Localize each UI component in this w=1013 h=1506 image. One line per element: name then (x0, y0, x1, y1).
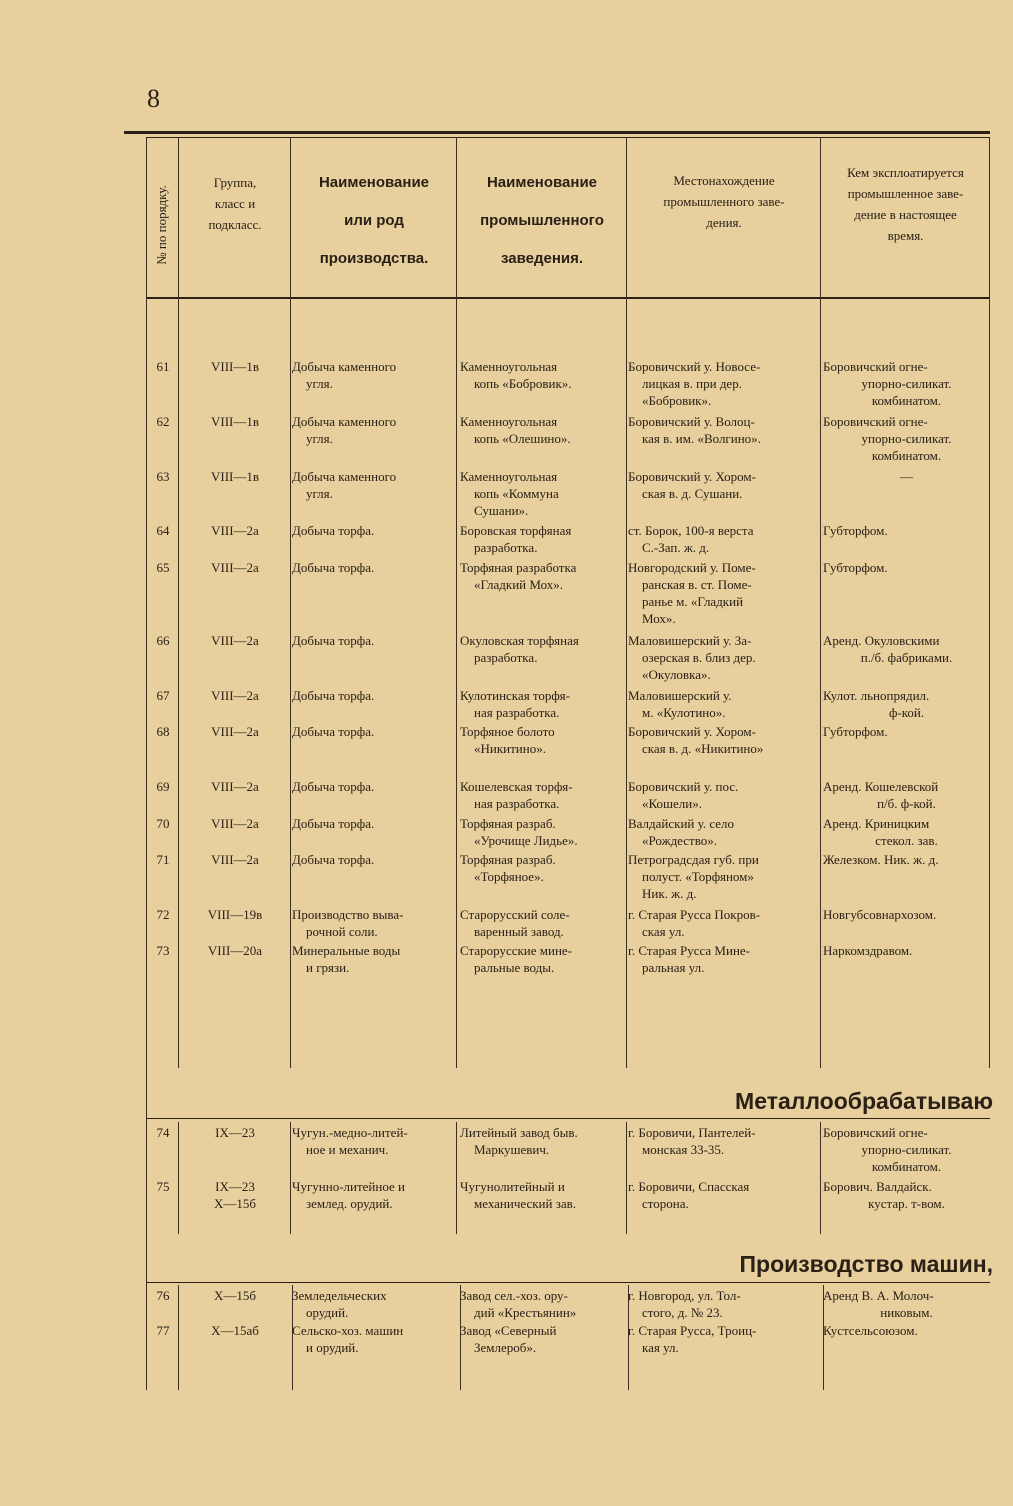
row-establishment: Боровская торфяная разработка. (460, 523, 572, 555)
column-line (146, 137, 147, 1390)
row-operator: — (900, 469, 913, 484)
row-no: 70 (156, 816, 170, 831)
row-operator: Аренд. Окуловскими п./б. фабриками. (823, 633, 953, 665)
row-group: VIII—2а (211, 852, 259, 867)
row-operator: Аренд В. А. Молоч- никовым. (823, 1288, 934, 1320)
row-group: VIII—1в (210, 359, 259, 374)
row-establishment: Кулотинская торфя- ная разработка. (460, 688, 570, 720)
row-no: 69 (156, 779, 170, 794)
row-location: Новгородский у. Поме- ранская в. ст. Поме- ранье м. «Гладкий Мох». (628, 560, 756, 626)
column-line (290, 137, 291, 1068)
header-group: Группа, класс и подкласс. (208, 175, 262, 232)
row-location: Маловишерский у. За- озерская в. близ дер. «Окуловка». (628, 633, 756, 682)
section-rule (146, 1118, 990, 1119)
column-line (290, 1122, 291, 1234)
row-no: 61 (156, 359, 170, 374)
row-name: Добыча каменного угля. (292, 414, 397, 446)
column-line (178, 1285, 179, 1390)
row-no: 74 (156, 1125, 170, 1140)
row-operator: Кустсельсоюзом. (823, 1323, 918, 1338)
row-operator: Боровичский огне- упорно-силикат. комбинатом. (823, 1125, 952, 1174)
column-line (820, 137, 821, 1068)
row-location: Боровичский у. Новосе- лицкая в. при дер. «Бобровик». (628, 359, 761, 408)
row-no: 72 (156, 907, 170, 922)
row-location: Петроградсдая губ. при полуст. «Торфяном» Ник. ж. д. (628, 852, 759, 901)
row-group: X—15аб (211, 1323, 259, 1338)
row-operator: Аренд. Криницким стекол. зав. (823, 816, 938, 848)
header-establishment: Наименование промышленного заведения. (480, 174, 604, 267)
row-group: IX—23 (215, 1125, 255, 1140)
row-group: VIII—2а (211, 523, 259, 538)
row-location: г. Новгород, ул. Тол- стого, д. № 23. (628, 1288, 741, 1320)
row-no: 64 (156, 523, 170, 538)
row-no: 67 (156, 688, 170, 703)
row-no: 65 (156, 560, 170, 575)
row-group: IX—23 X—15б (213, 1179, 256, 1211)
row-name: Добыча торфа. (292, 633, 375, 648)
row-establishment: Торфяная разраб. «Урочище Лидье». (460, 816, 578, 848)
row-establishment: Каменноугольная копь «Коммуна Сушани». (460, 469, 559, 518)
row-operator: Борович. Валдайск. кустар. т-вом. (823, 1179, 945, 1211)
top-rule-thin (146, 137, 990, 138)
row-location: г. Боровичи, Пантелей- монская 33-35. (628, 1125, 756, 1157)
row-establishment: Старорусский соле- варенный завод. (460, 907, 570, 939)
row-establishment: Завод сел.-хоз. ору- дий «Крестьянин» (460, 1288, 577, 1320)
row-operator: Губторфом. (823, 560, 888, 575)
row-no: 62 (156, 414, 170, 429)
row-name: Земледельческих орудий. (292, 1288, 387, 1320)
row-group: X—15б (213, 1288, 256, 1303)
row-location: г. Старая Русса Мине- ральная ул. (628, 943, 750, 975)
row-name: Сельско-хоз. машин и орудий. (292, 1323, 404, 1355)
row-location: г. Боровичи, Спасская сторона. (628, 1179, 750, 1211)
row-no: 66 (156, 633, 170, 648)
row-location: Боровичский у. Хором- ская в. д. «Никитино» (628, 724, 764, 756)
row-location: г. Старая Русса Покров- ская ул. (628, 907, 761, 939)
row-establishment: Торфяная разраб. «Торфяное». (460, 852, 556, 884)
row-location: ст. Борок, 100-я верста С.-Зап. ж. д. (628, 523, 754, 555)
row-establishment: Кошелевская торфя- ная разработка. (460, 779, 573, 811)
column-line (626, 137, 627, 1068)
row-group: VIII—1в (210, 414, 259, 429)
column-line (626, 1122, 627, 1234)
row-operator: Аренд. Кошелевской п/б. ф-кой. (823, 779, 939, 811)
row-name: Добыча торфа. (292, 724, 375, 739)
row-group: VIII—2а (211, 724, 259, 739)
row-location: Боровичский у. пос. «Кошели». (628, 779, 739, 811)
row-group: VIII—1в (210, 469, 259, 484)
row-establishment: Старорусские мине- ральные воды. (460, 943, 573, 975)
header-no: № по порядку. (154, 185, 169, 265)
column-line (820, 1122, 821, 1234)
row-name: Добыча торфа. (292, 560, 375, 575)
row-establishment: Окуловская торфяная разработка. (460, 633, 579, 665)
top-rule (124, 131, 990, 134)
row-operator: Новгубсовнархозом. (823, 907, 937, 922)
column-line (456, 137, 457, 1068)
row-name: Добыча торфа. (292, 779, 375, 794)
row-group: VIII—2а (211, 688, 259, 703)
row-operator: Губторфом. (823, 724, 888, 739)
row-no: 73 (156, 943, 170, 958)
page-number: 8 (147, 84, 160, 113)
row-name: Добыча торфа. (292, 688, 375, 703)
row-location: Боровичский у. Хором- ская в. д. Сушани. (628, 469, 756, 501)
row-no: 63 (156, 469, 170, 484)
row-no: 71 (156, 852, 170, 867)
row-location: г. Старая Русса, Троиц- кая ул. (628, 1323, 757, 1355)
header-name: Наименование или род производства. (318, 174, 430, 267)
row-location: Валдайский у. село «Рождество». (628, 816, 735, 848)
section-heading-machines: Производство машин, (739, 1251, 993, 1277)
row-name: Чугун.-медно-литей- ное и механич. (292, 1125, 408, 1157)
row-no: 75 (156, 1179, 170, 1194)
row-name: Добыча каменного угля. (292, 359, 397, 391)
row-group: VIII—2а (211, 779, 259, 794)
header-rule (146, 297, 990, 299)
header-operator: Кем эксплоатируется промышленное заве- дение в настоящее время. (847, 165, 964, 243)
section-heading-metal: Металлообрабатываю (735, 1088, 993, 1114)
row-no: 77 (156, 1323, 170, 1338)
column-line (178, 1122, 179, 1234)
row-group: VIII—2а (211, 633, 259, 648)
row-group: VIII—2а (211, 816, 259, 831)
row-location: Боровичский у. Волоц- кая в. им. «Волгино». (628, 414, 761, 446)
row-establishment: Каменноугольная копь «Олешино». (460, 414, 571, 446)
row-no: 68 (156, 724, 170, 739)
row-operator: Кулот. льнопрядил. ф-кой. (823, 688, 930, 720)
row-group: VIII—2а (211, 560, 259, 575)
row-name: Добыча торфа. (292, 852, 375, 867)
header-location: Местонахождение промышленного заве- дения. (663, 173, 785, 230)
row-operator: Боровичский огне- упорно-силикат. комбинатом. (823, 414, 952, 463)
column-line (989, 137, 990, 1068)
row-name: Добыча каменного угля. (292, 469, 397, 501)
row-operator: Боровичский огне- упорно-силикат. комбинатом. (823, 359, 952, 408)
row-name: Добыча торфа. (292, 816, 375, 831)
row-operator: Железком. Ник. ж. д. (823, 852, 939, 867)
row-establishment: Каменноугольная копь «Бобровик». (460, 359, 572, 391)
row-group: VIII—20а (207, 943, 263, 958)
row-establishment: Торфяная разработка «Гладкий Мох». (460, 560, 577, 592)
row-establishment: Торфяное болото «Никитино». (460, 724, 555, 756)
row-establishment: Чугунолитейный и механический зав. (460, 1179, 577, 1211)
row-operator: Губторфом. (823, 523, 888, 538)
row-establishment: Литейный завод быв. Маркушевич. (460, 1125, 578, 1157)
column-line (456, 1122, 457, 1234)
row-location: Маловишерский у. м. «Кулотино». (628, 688, 732, 720)
row-name: Минеральные воды и грязи. (292, 943, 401, 975)
row-no: 76 (156, 1288, 170, 1303)
row-establishment: Завод «Северный Землероб». (460, 1323, 557, 1355)
row-group: VIII—19в (207, 907, 263, 922)
row-name: Чугунно-литейное и землед. орудий. (292, 1179, 405, 1211)
column-line (178, 137, 179, 1068)
row-operator: Наркомздравом. (823, 943, 913, 958)
row-name: Добыча торфа. (292, 523, 375, 538)
row-name: Производство выва- рочной соли. (292, 907, 404, 939)
section-rule (146, 1282, 990, 1283)
